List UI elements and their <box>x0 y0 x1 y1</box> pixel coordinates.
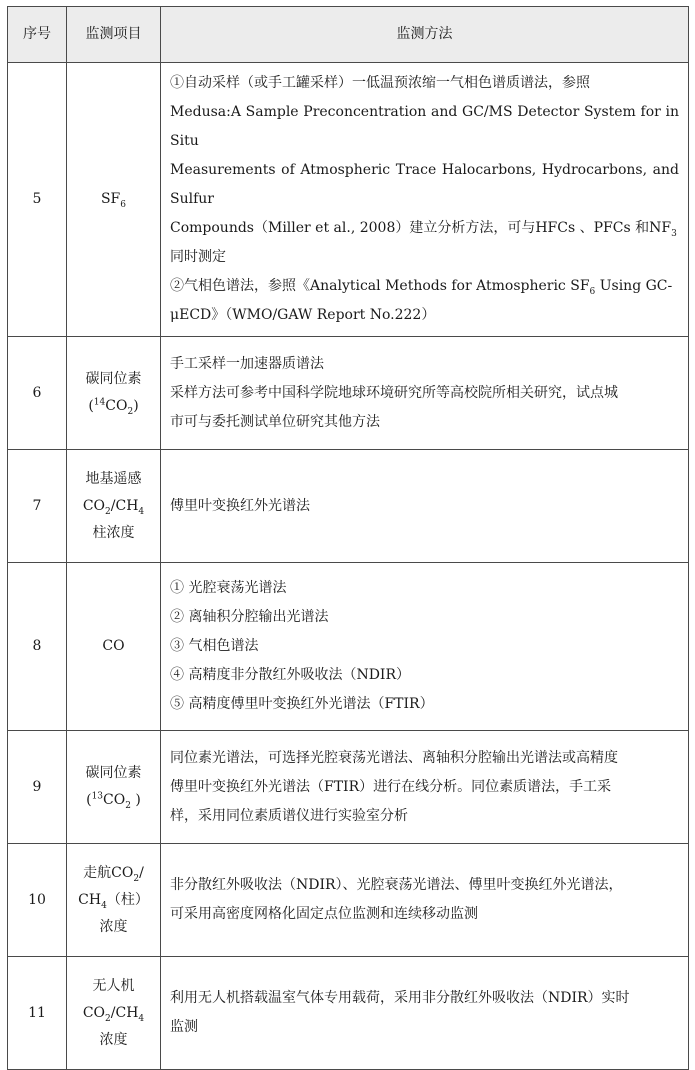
method-line: 同时测定 <box>170 249 226 265</box>
header-item: 监测项目 <box>67 7 161 63</box>
table-row <box>8 957 689 1070</box>
method-line: 可采用高密度网格化固定点位监测和连续移动监测 <box>170 906 478 922</box>
item-formula <box>69 787 158 814</box>
monitoring-item <box>67 731 161 844</box>
monitoring-method <box>161 844 689 957</box>
formula-subscript: 2 <box>133 873 140 884</box>
monitoring-method <box>161 731 689 844</box>
formula-subscript: 4 <box>101 900 107 911</box>
row-number: 5 <box>8 63 67 337</box>
item-formula <box>69 1000 158 1027</box>
header-method: 监测方法 <box>161 7 689 63</box>
isotope-superscript: 14 <box>93 397 106 408</box>
item-formula <box>69 860 158 887</box>
monitoring-method <box>161 63 689 337</box>
monitoring-item <box>67 337 161 450</box>
formula-subscript: 4 <box>138 506 145 517</box>
method-line: 利用无人机搭载温室气体专用载荷，采用非分散红外吸收法（NDIR）实时 <box>170 990 630 1006</box>
formula-text: CH <box>78 891 102 908</box>
method-line: ⑤ 高精度傅里叶变换红外光谱法（FTIR） <box>170 696 434 712</box>
row-number: 7 <box>8 450 67 563</box>
paren-close: ) <box>133 398 139 414</box>
item-text: SF <box>100 191 121 207</box>
monitoring-item <box>67 450 161 563</box>
method-line: 非分散红外吸收法（NDIR）、光腔衰荡光谱法、傅里叶变换红外光谱法， <box>170 877 623 893</box>
method-line <box>170 272 679 301</box>
method-line: ①自动采样（或手工罐采样）一低温预浓缩一气相色谱质谱法，参照 <box>170 75 590 91</box>
formula-text: CO <box>105 398 128 414</box>
monitoring-method <box>161 337 689 450</box>
formula-subscript: 2 <box>125 800 131 811</box>
row-number: 8 <box>8 563 67 731</box>
monitoring-method <box>161 450 689 563</box>
table-row <box>8 731 689 844</box>
paren-open: ( <box>88 398 94 414</box>
item-formula <box>69 393 158 420</box>
formula-text: CO <box>103 792 126 808</box>
item-text: 无人机 <box>92 977 135 994</box>
method-text: Using GC- <box>595 278 673 294</box>
method-line: 同位素光谱法，可选择光腔衰荡光谱法、离轴积分腔输出光谱法或高精度 <box>170 749 618 766</box>
formula-subscript: 2 <box>105 506 111 517</box>
method-text: Compounds（Miller et al., 2008）建立分析方法，可与HFCs 、PFCs 和NF <box>170 220 672 236</box>
item-subscript: 6 <box>120 199 127 210</box>
method-subscript: 6 <box>589 286 596 297</box>
formula-text: /CH <box>110 497 139 514</box>
isotope-superscript: 13 <box>91 791 104 802</box>
table-row <box>8 337 689 450</box>
method-line: μECD》（WMO/GAW Report No.222） <box>170 307 436 323</box>
table-row <box>8 563 689 731</box>
row-number: 10 <box>8 844 67 957</box>
monitoring-item <box>67 63 161 337</box>
method-text: ②气相色谱法，参照《Analytical Methods for Atmospheric SF <box>170 278 590 294</box>
method-line: 傅里叶变换红外光谱法 <box>170 497 310 514</box>
table-row <box>8 844 689 957</box>
method-line: ① 光腔衰荡光谱法 <box>170 580 287 596</box>
table-row <box>8 63 689 337</box>
formula-subscript: 2 <box>127 406 134 417</box>
row-number: 11 <box>8 957 67 1070</box>
monitoring-item <box>67 957 161 1070</box>
method-line: 手工采样一加速器质谱法 <box>170 355 324 372</box>
method-line: ④ 高精度非分散红外吸收法（NDIR） <box>170 667 410 683</box>
paren-close: ) <box>130 792 141 808</box>
formula-text: CO <box>82 497 106 514</box>
item-text: 柱浓度 <box>92 524 135 541</box>
formula-text: / <box>139 864 144 881</box>
method-line: 采样方法可参考中国科学院地球环境研究所等高校院所相关研究，试点城 <box>170 384 618 401</box>
monitoring-item <box>67 563 161 731</box>
method-line <box>170 214 679 243</box>
formula-subscript: 4 <box>138 1013 145 1024</box>
method-subscript: 3 <box>671 228 677 239</box>
row-number: 9 <box>8 731 67 844</box>
table-header-row <box>8 7 689 63</box>
item-text: 浓度 <box>99 918 128 935</box>
method-line: Measurements of Atmospheric Trace Halocarbons, Hydrocarbons, and Sulfur <box>170 162 679 207</box>
method-line: Medusa:A Sample Preconcentration and GC/MS Detector System for in Situ <box>170 104 679 149</box>
formula-text: /CH <box>110 1004 139 1021</box>
item-text: 碳同位素 <box>85 371 142 387</box>
item-text: CO <box>102 638 125 654</box>
item-text: 碳同位素 <box>85 765 142 781</box>
header-no: 序号 <box>8 7 67 63</box>
formula-text: （柱） <box>106 891 149 908</box>
table-row <box>8 450 689 563</box>
paren-open: ( <box>86 792 92 808</box>
item-formula <box>69 887 158 914</box>
method-line: 样，采用同位素质谱仪进行实验室分析 <box>170 807 408 824</box>
formula-text: 走航CO <box>83 864 134 881</box>
item-text: 地基遥感 <box>85 470 142 487</box>
method-line: 市可与委托测试单位研究其他方法 <box>170 413 380 430</box>
item-text: 浓度 <box>99 1031 128 1048</box>
row-number: 6 <box>8 337 67 450</box>
method-line: ② 离轴积分腔输出光谱法 <box>170 609 329 625</box>
monitoring-methods-table <box>7 6 689 1070</box>
formula-subscript: 2 <box>105 1013 111 1024</box>
monitoring-item <box>67 844 161 957</box>
monitoring-method <box>161 957 689 1070</box>
formula-text: CO <box>82 1004 106 1021</box>
method-line: 监测 <box>170 1019 198 1035</box>
monitoring-method <box>161 563 689 731</box>
item-formula <box>69 493 158 520</box>
method-line: ③ 气相色谱法 <box>170 638 259 654</box>
method-line: 傅里叶变换红外光谱法（FTIR）进行在线分析。同位素质谱法，手工采 <box>170 778 612 795</box>
